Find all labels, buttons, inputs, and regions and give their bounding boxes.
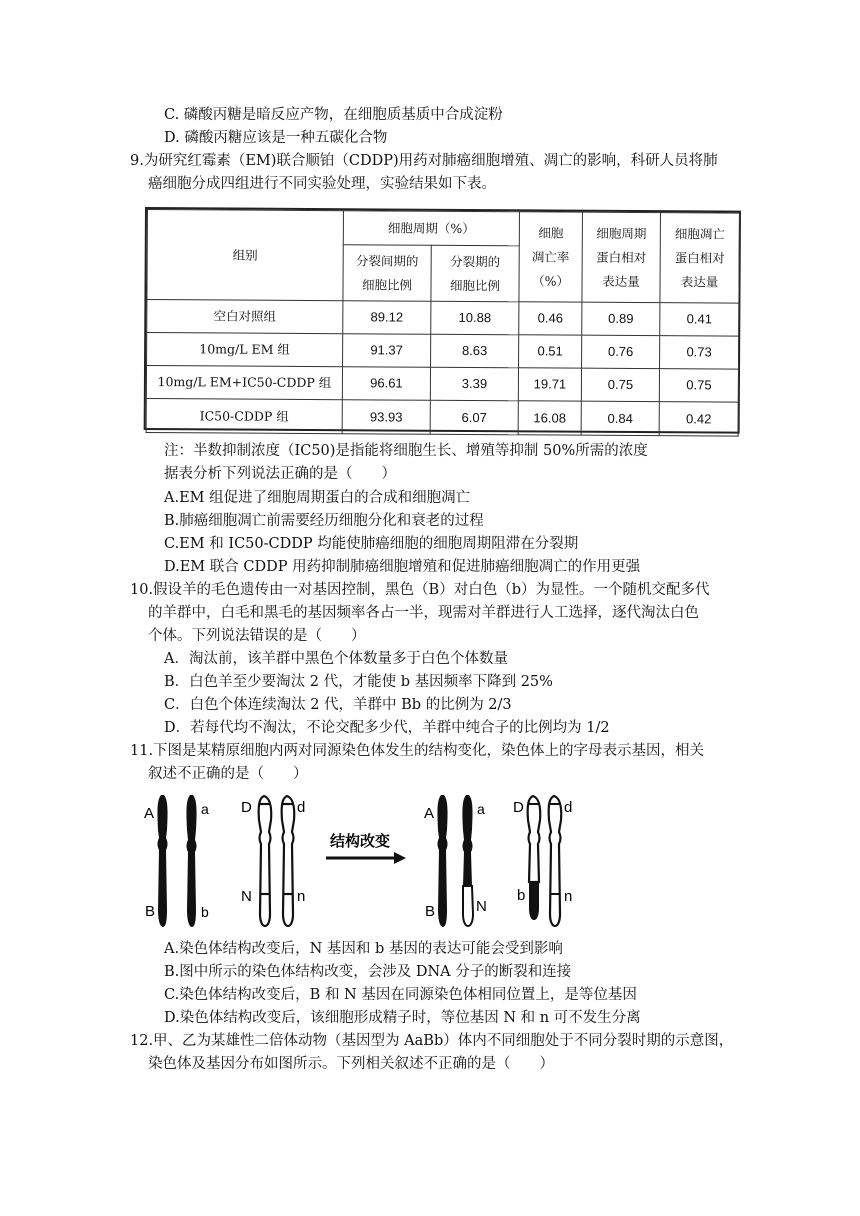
gene-label-B: B [145, 903, 156, 920]
header-mitosis-l2: 细胞比例 [449, 277, 501, 293]
header-interphase-l2: 细胞比例 [361, 276, 413, 293]
row-interphase: 89.12 [343, 301, 431, 335]
row-apoptosis-protein: 0.75 [659, 369, 738, 402]
q9-option-d: D.EM 联合 CDDP 用药抑制肺癌细胞增殖和促进肺癌细胞凋亡的作用更强 [164, 559, 641, 575]
gene-label-d-after: d [564, 799, 573, 816]
gene-label-n: n [297, 888, 306, 905]
gene-label-N-after: N [476, 898, 487, 915]
q11-option-d: D.染色体结构改变后，该细胞形成精子时，等位基因 N 和 n 可不发生分离 [164, 1010, 641, 1026]
header-interphase-l1: 分裂间期的 [355, 252, 419, 269]
q9-stem-line-1: 9.为研究红霉素（EM)联合顺铂（CDDP)用药对肺癌细胞增殖、凋亡的影响，科研人员将肺 [130, 153, 718, 169]
row-cycle-protein: 0.75 [581, 368, 659, 401]
row-interphase: 93.93 [342, 400, 430, 435]
q9-results-table [144, 207, 741, 434]
header-cycle-protein-l1: 细胞周期 [596, 225, 647, 241]
gene-label-D: D [241, 799, 252, 816]
gene-label-n-after: n [564, 888, 573, 905]
header-apoptosis-rate [519, 212, 583, 302]
q10-option-a: A．淘汰前，该羊群中黑色个体数量多于白色个体数量 [164, 651, 508, 667]
q10-stem-line-2: 的羊群中，白毛和黑毛的基因频率各占一半，现需对羊群进行人工选择，逐代淘汰白色 [148, 605, 699, 621]
row-group: 10mg/L EM+IC50-CDDP 组 [146, 366, 342, 400]
row-apoptosis-rate: 19.71 [518, 368, 581, 401]
q9-note: 注：半数抑制浓度（IC50)是指能将细胞生长、增殖等抑制 50%所需的浓度 [164, 443, 648, 459]
gene-label-N: N [241, 888, 252, 905]
q9-option-b: B.肺癌细胞凋亡前需要经历细胞分化和衰老的过程 [164, 513, 484, 529]
row-apoptosis-protein: 0.42 [659, 402, 738, 436]
table-row [146, 399, 738, 437]
q11-stem-line-1: 11.下图是某精原细胞内两对同源染色体发生的结构变化，染色体上的字母表示基因，相关 [130, 743, 705, 759]
q11-stem-line-2: 叙述不正确的是（ ） [148, 766, 308, 782]
row-group: 空白对照组 [147, 300, 343, 334]
gene-label-d: d [297, 799, 306, 816]
q10-option-d: D．若每代均不淘汰，不论交配多少代，羊群中纯合子的比例均为 1/2 [164, 720, 610, 736]
q11-option-c: C.染色体结构改变后，B 和 N 基因在同源染色体相同位置上，是等位基因 [164, 987, 637, 1003]
row-mitosis: 3.39 [430, 367, 518, 401]
header-interphase [343, 245, 431, 302]
row-group: 10mg/L EM 组 [147, 333, 343, 367]
table-row [147, 333, 739, 370]
row-apoptosis-rate: 16.08 [518, 401, 581, 435]
chromosome-pair-dn-after [528, 796, 562, 926]
q12-stem-line-1: 12.甲、乙为某雄性二倍体动物（基因型为 AaBb）体内不同细胞处于不同分裂时期的示意图， [130, 1033, 734, 1049]
chromosome-structure-figure [140, 790, 580, 930]
header-apoptosis-rate-l2: 凋亡率 [531, 248, 570, 265]
gene-label-D-after: D [513, 799, 524, 816]
row-apoptosis-protein: 0.73 [660, 336, 739, 369]
row-cycle-protein: 0.76 [582, 335, 660, 368]
gene-label-a: a [201, 801, 209, 817]
header-cycle-protein [582, 212, 661, 302]
header-apoptosis-protein-l2: 蛋白相对 [674, 249, 725, 266]
q9-option-c: C.EM 和 IC50-CDDP 均能使肺癌细胞的细胞周期阻滞在分裂期 [164, 536, 579, 552]
gene-label-a-after: a [477, 801, 485, 817]
q10-stem-line-1: 10.假设羊的毛色遗传由一对基因控制，黑色（B）对白色（b）为显性。一个随机交配多代 [130, 582, 710, 598]
gene-label-b: b [201, 904, 209, 920]
table-row [146, 366, 738, 403]
arrow-label: 结构改变 [330, 833, 391, 850]
q10-stem-line-3: 个体。下列说法错误的是（ ） [148, 628, 366, 644]
header-mitosis [431, 245, 519, 302]
q10-option-c: C．白色个体连续淘汰 2 代，羊群中 Bb 的比例为 2/3 [164, 697, 512, 713]
q9-question: 据表分析下列说法正确的是（ ） [164, 466, 396, 482]
row-apoptosis-rate: 0.46 [519, 302, 582, 335]
q8-option-d: D. 磷酸丙糖应该是一种五碳化合物 [164, 130, 388, 146]
row-interphase: 91.37 [343, 334, 431, 368]
header-apoptosis-protein [660, 213, 740, 303]
q8-option-c: C. 磷酸丙糖是暗反应产物，在细胞质基质中合成淀粉 [164, 107, 503, 123]
header-apoptosis-rate-l3: （%） [532, 272, 570, 289]
q9-stem-line-2: 癌细胞分成四组进行不同实验处理，实验结果如下表。 [148, 176, 496, 192]
gene-label-B-after: B [425, 903, 436, 920]
chromosome-pair-ab-after [424, 795, 487, 927]
row-apoptosis-rate: 0.51 [519, 335, 582, 368]
table-row [147, 300, 739, 337]
gene-label-A: A [144, 805, 155, 822]
q11-option-b: B.图中所示的染色体结构改变，会涉及 DNA 分子的断裂和连接 [164, 964, 572, 980]
q9-option-a: A.EM 组促进了细胞周期蛋白的合成和细胞凋亡 [164, 490, 471, 506]
row-mitosis: 8.63 [431, 334, 519, 368]
header-apoptosis-rate-l1: 细胞 [538, 224, 564, 241]
row-interphase: 96.61 [342, 367, 430, 401]
header-mitosis-l1: 分裂期的 [450, 253, 501, 269]
header-group: 组别 [147, 210, 344, 301]
q12-stem-line-2: 染色体及基因分布如图所示。下列相关叙述不正确的是（ ） [148, 1056, 554, 1072]
row-cycle-protein: 0.84 [581, 401, 659, 435]
row-mitosis: 6.07 [430, 400, 518, 435]
chromosome-pair-ab-before [144, 795, 209, 927]
row-cycle-protein: 0.89 [582, 302, 660, 335]
chromosome-pair-dn-before [259, 796, 295, 926]
gene-label-b-after: b [517, 887, 526, 904]
gene-label-A-after: A [424, 805, 435, 822]
header-apoptosis-protein-l1: 细胞凋亡 [674, 225, 725, 242]
header-cycle-protein-l3: 表达量 [602, 273, 640, 289]
row-apoptosis-protein: 0.41 [660, 303, 739, 336]
structure-change-arrow [326, 832, 406, 864]
header-cell-cycle: 细胞周期（%） [343, 211, 519, 246]
header-cycle-protein-l2: 蛋白相对 [596, 249, 647, 265]
header-apoptosis-protein-l3: 表达量 [680, 273, 719, 290]
q11-option-a: A.染色体结构改变后，N 基因和 b 基因的表达可能会受到影响 [164, 941, 563, 957]
row-mitosis: 10.88 [431, 301, 519, 335]
row-group: IC50-CDDP 组 [146, 399, 342, 434]
q10-option-b: B．白色羊至少要淘汰 2 代，才能使 b 基因频率下降到 25% [164, 674, 553, 690]
